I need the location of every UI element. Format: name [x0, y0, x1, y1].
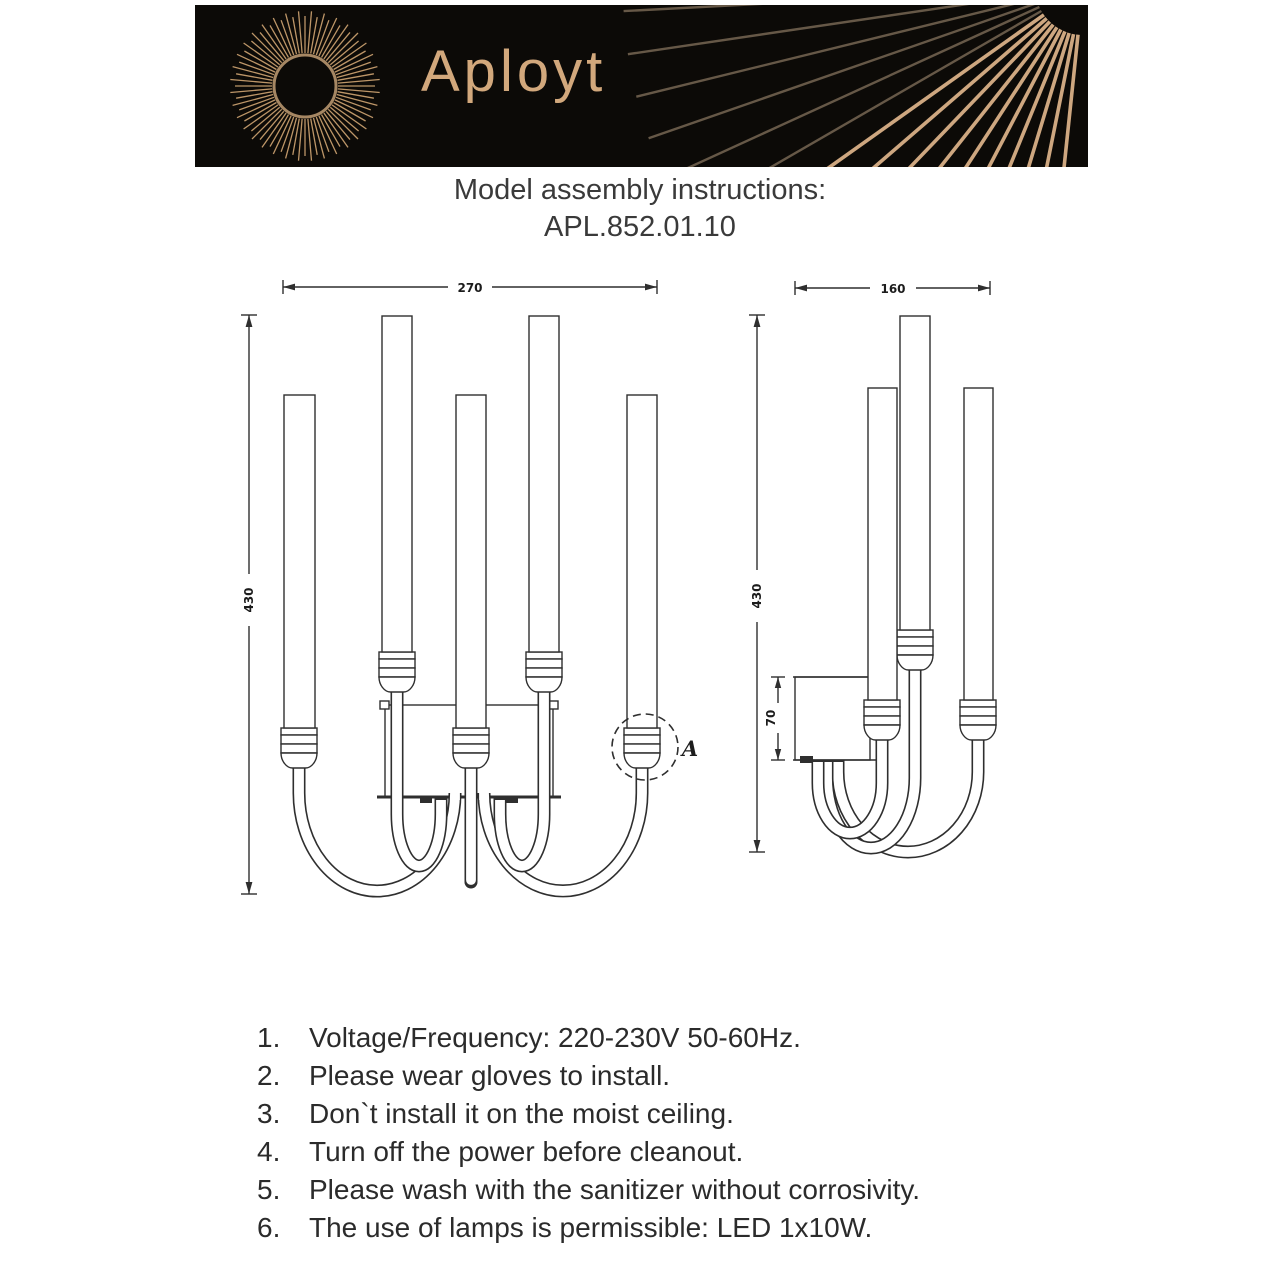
- front-view-drawing: [241, 280, 698, 894]
- instruction-number: 3.: [257, 1098, 281, 1129]
- front-height-label: 430: [242, 587, 256, 613]
- front-candle-tubes: [284, 316, 657, 728]
- side-box-dimension: [764, 677, 785, 760]
- instruction-number: 4.: [257, 1136, 281, 1167]
- brand-wordmark: Aployt: [421, 39, 607, 104]
- side-box-label: 70: [764, 709, 778, 727]
- instruction-number: 1.: [257, 1022, 281, 1053]
- instruction-item: [257, 1133, 1117, 1171]
- instruction-item: [257, 1209, 1117, 1247]
- instruction-item: [257, 1057, 1117, 1095]
- model-number: APL.852.01.10: [544, 211, 736, 243]
- instruction-item: [257, 1171, 1117, 1209]
- detail-label: A: [681, 736, 699, 761]
- instruction-number: 5.: [257, 1174, 281, 1205]
- title-line: Model assembly instructions:: [453, 174, 827, 206]
- instruction-text: The use of lamps is permissible: LED 1x10W.: [309, 1212, 873, 1243]
- side-height-label: 430: [750, 583, 764, 609]
- side-height-dimension: [749, 315, 765, 852]
- instruction-list: [257, 1019, 1117, 1247]
- instruction-text: Voltage/Frequency: 220-230V 50-60Hz.: [309, 1022, 801, 1053]
- instruction-item: [257, 1095, 1117, 1133]
- instruction-text: Please wash with the sanitizer without corrosivity.: [309, 1174, 921, 1205]
- front-width-dimension: [283, 280, 657, 295]
- side-view-drawing: [749, 281, 996, 852]
- instruction-item: [257, 1019, 1117, 1057]
- side-depth-label: 160: [880, 282, 906, 296]
- front-height-dimension: [241, 315, 257, 894]
- instruction-text: Turn off the power before cleanout.: [309, 1136, 744, 1167]
- side-depth-dimension: [795, 281, 990, 296]
- instruction-number: 6.: [257, 1212, 281, 1243]
- front-width-label: 270: [457, 281, 483, 295]
- instruction-text: Please wear gloves to install.: [309, 1060, 671, 1091]
- instruction-number: 2.: [257, 1060, 281, 1091]
- instruction-text: Don`t install it on the moist ceiling.: [309, 1098, 734, 1129]
